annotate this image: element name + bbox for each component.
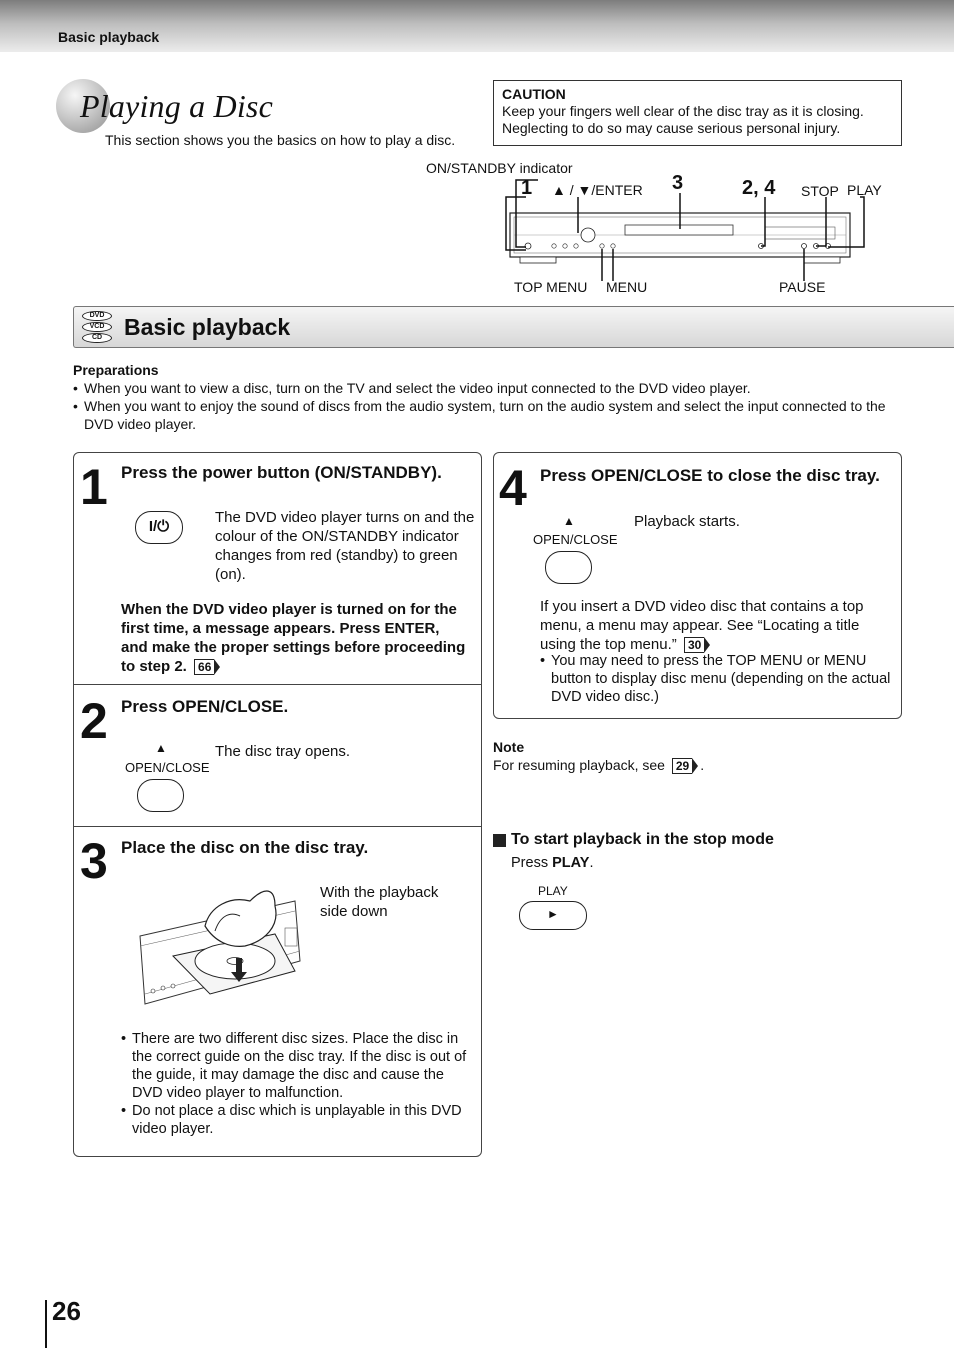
caution-heading: CAUTION	[502, 86, 566, 102]
play-button-label: PLAY	[538, 884, 568, 898]
page-ref-66[interactable]	[194, 659, 214, 675]
page-ref-29[interactable]	[672, 758, 692, 774]
stop-mode-bold: PLAY	[552, 855, 590, 871]
label-top-menu: TOP MENU	[514, 279, 588, 295]
footer-line	[45, 1300, 47, 1348]
stop-mode-prefix: Press	[511, 855, 553, 871]
step-1-text: The DVD video player turns on and the colour of the ON/STANDBY indicator changes from red (standby) to green (on).	[215, 509, 475, 583]
page-number: 26	[52, 1296, 81, 1326]
power-button-icon	[135, 511, 183, 544]
preparations-heading: Preparations	[73, 362, 159, 378]
header-band	[0, 0, 954, 52]
play-icon: ►	[547, 907, 559, 921]
step-1-heading: Press the power button (ON/STANDBY).	[121, 463, 442, 482]
intro-text: This section shows you the basics on how to play a disc.	[105, 132, 456, 148]
page-ref-label: 66	[198, 660, 212, 674]
label-enter: ▲ / ▼/ENTER	[552, 182, 643, 198]
vcd-icon: VCD	[82, 322, 112, 332]
open-close-button-icon	[137, 779, 184, 812]
dvd-icon: DVD	[82, 311, 112, 321]
section-header: Basic playback	[58, 29, 160, 45]
step-divider	[74, 684, 481, 685]
step-3-heading: Place the disc on the disc tray.	[121, 838, 369, 857]
label-menu: MENU	[606, 279, 648, 295]
step-3-text: With the playback side down	[320, 884, 439, 920]
note-text: For resuming playback, see 29 .	[493, 757, 705, 773]
disc-placement-illustration	[135, 876, 305, 1011]
page-ref-label: 30	[687, 638, 702, 652]
caution-line-2: Neglecting to do so may cause serious personal injury.	[502, 120, 841, 136]
note-body: For resuming playback, see	[493, 757, 665, 773]
callout-1: 1	[521, 177, 533, 199]
play-button-icon	[519, 901, 587, 930]
step-3-bullet: • Do not place a disc which is unplayable in this DVD video player.	[121, 1102, 473, 1138]
label-on-standby-indicator: ON/STANDBY indicator	[426, 160, 573, 176]
step-divider	[74, 826, 481, 827]
stop-mode-suffix: .	[589, 855, 594, 871]
step-4-bullet: • You may need to press the TOP MENU or MENU button to display disc menu (depending on the actual DVD video disc.)	[540, 652, 898, 706]
step-4-bullet-list	[540, 652, 898, 706]
step-3-bullets	[121, 1030, 473, 1138]
step-4-text: Playback starts.	[634, 513, 740, 530]
eject-icon: ▲	[563, 514, 575, 528]
step-1-note	[121, 600, 466, 676]
open-close-button-icon	[545, 551, 592, 584]
open-close-label: OPEN/CLOSE	[533, 532, 618, 547]
stop-mode-heading: To start playback in the stop mode	[511, 831, 774, 848]
page-ref-label: 29	[675, 759, 690, 773]
preparation-item: • When you want to enjoy the sound of discs from the audio system, turn on the audio system and select the input connected to the DVD video player.	[73, 397, 903, 433]
caution-box	[493, 80, 902, 146]
step-1-number: 1	[80, 459, 108, 515]
power-button-label: I/⏻	[148, 518, 170, 535]
square-bullet-icon	[493, 834, 506, 847]
step-3-number: 3	[80, 833, 108, 889]
page-ref-30[interactable]	[684, 637, 704, 653]
label-pause: PAUSE	[779, 279, 826, 295]
caution-line-1: Keep your fingers well clear of the disc tray as it is closing.	[502, 103, 864, 119]
step-4-para-text: If you insert a DVD video disc that contains a top menu, a menu may appear. See “Locating a title using the top menu.”	[540, 598, 864, 653]
eject-icon: ▲	[155, 741, 167, 755]
step-2-number: 2	[80, 693, 108, 749]
section-title: Basic playback	[124, 314, 291, 340]
open-close-label: OPEN/CLOSE	[125, 760, 210, 775]
cd-icon: CD	[82, 333, 112, 343]
note-heading: Note	[493, 739, 525, 755]
stop-mode-text	[511, 854, 593, 873]
disc-type-icons	[82, 311, 112, 344]
section-bar	[73, 306, 954, 348]
step-1-note-text: When the DVD video player is turned on for the first time, a message appears. Press ENTER, and make the proper settings before proceeding to step 2.	[121, 601, 466, 675]
preparation-item: • When you want to view a disc, turn on the TV and select the video input connected to the DVD video player.	[73, 379, 903, 397]
callout-3: 3	[672, 172, 684, 194]
label-play: PLAY	[847, 182, 882, 198]
step-2-heading: Press OPEN/CLOSE.	[121, 697, 289, 716]
step-3-bullet: • There are two different disc sizes. Place the disc in the correct guide on the disc tray. If the disc is out of the guide, it may damage the disc and cause the DVD video player to malfunction.	[121, 1030, 473, 1102]
preparations	[73, 361, 903, 433]
callout-2-4: 2, 4	[742, 177, 776, 199]
label-stop: STOP	[801, 183, 839, 199]
step-4-heading: Press OPEN/CLOSE to close the disc tray.	[540, 466, 880, 485]
step-2-text: The disc tray opens.	[215, 743, 351, 760]
page-title: Playing a Disc	[80, 88, 273, 124]
step-4-para	[540, 597, 890, 654]
step-4-number: 4	[499, 460, 527, 516]
